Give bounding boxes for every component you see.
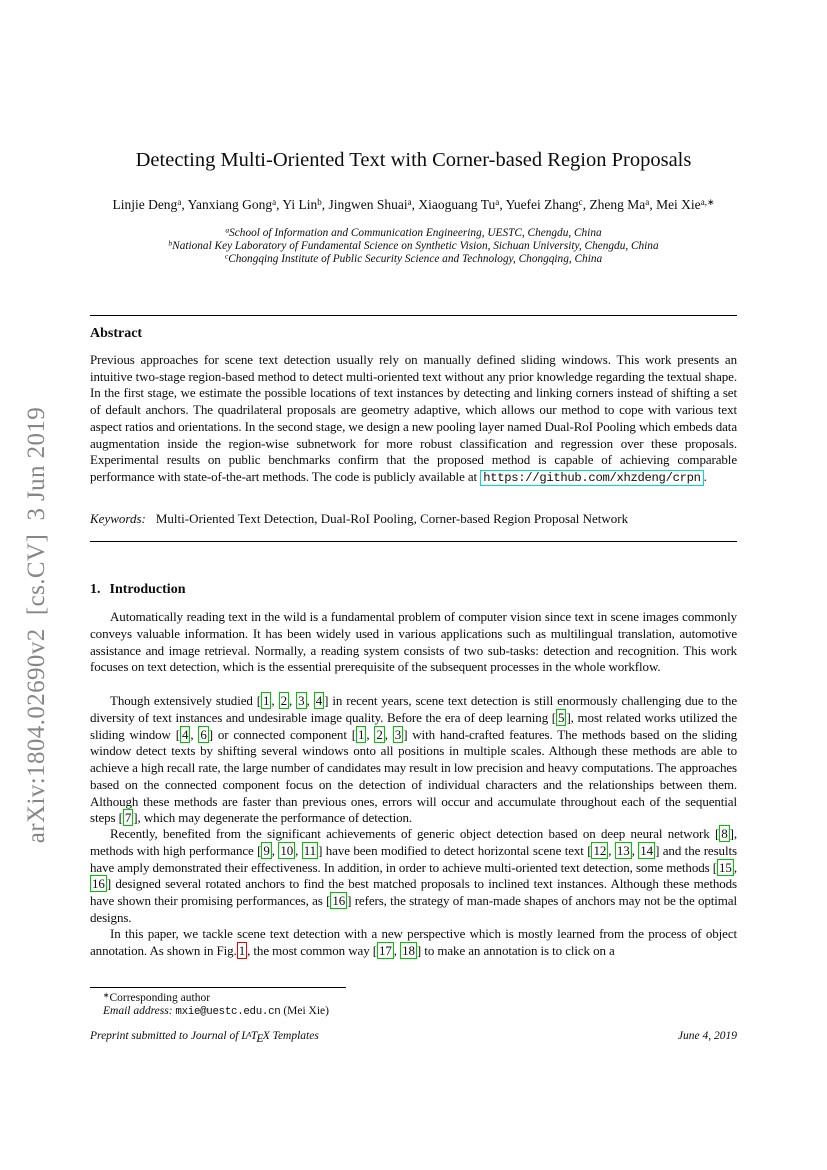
author-name: Zheng Ma: [589, 197, 646, 212]
author-name: Mei Xie: [656, 197, 701, 212]
abstract-top-rule: [90, 315, 737, 316]
intro-paragraph-3: Recently, benefited from the significant achievements of generic object detection based on deep neural network [ 8 ], methods with high performance [ 9 , 10 , 11 ] have been modified to detect horizontal scene text [ 12 , 13 , 14 ] and the results have amply demonstrated their effectiveness. In addition, in order to achieve multi-oriented text detection, some methods [ 15 , 16 ] designed several rotated anchors to find the best matched proposals to inclined text instances. Although these methods have shown their promising performances, as [ 16 ] refers, the strategy of man-made shapes of anchors may not be the optimal designs.: [90, 826, 737, 925]
latex-logo: LATEX: [241, 1030, 270, 1045]
superscript-marker: ∗: [103, 990, 110, 1000]
citation-link[interactable]: 1: [357, 726, 365, 742]
footer-date: June 4, 2019: [677, 1030, 737, 1042]
citation-link[interactable]: 5: [558, 709, 565, 725]
author-name: Jingwen Shuai: [328, 197, 408, 212]
preprint-footer-note: Preprint submitted to Journal of LATEX Templates: [90, 1030, 319, 1045]
citation-link[interactable]: 17: [378, 942, 392, 958]
keywords-text: Multi-Oriented Text Detection, Dual-RoI Pooling, Corner-based Region Proposal Network: [155, 511, 629, 526]
footnote-rule: [90, 987, 346, 988]
author-name: Yanxiang Gong: [187, 197, 273, 212]
citation-link[interactable]: 3: [394, 726, 402, 742]
citation-link[interactable]: 7: [124, 810, 132, 826]
arxiv-watermark: arXiv:1804.02690v2 [cs.CV] 3 Jun 2019: [23, 406, 50, 844]
author-affiliation-marker: c: [578, 196, 583, 207]
citation-link[interactable]: 13: [616, 842, 630, 858]
abstract-text: Previous approaches for scene text detection usually rely on manually defined sliding windows. This work presents an intuitive two-stage region-based method to detect multi-oriented text without any prior knowledge regarding the textual shape. In the first stage, we estimate the possible locations of text instances by detecting and linking corners instead of shifting a set of default anchors. The quadrilateral proposals are geometry adaptive, which allows our method to cope with various text aspect ratios and orientations. In the second stage, we design a new pooling layer named Dual-RoI Pooling which embeds data augmentation inside the region-wise subnetwork for more robust classification and regression over these proposals. Experimental results on public benchmarks confirm that the proposed method is capable of achieving comparable performance with state-of-the-art methods. The code is publicly available at https://github.com/xhzdeng/crpn .: [90, 352, 737, 485]
citation-link[interactable]: 2: [376, 726, 383, 742]
keywords-line: [90, 511, 737, 527]
affiliation-marker: c: [224, 252, 229, 261]
author-name: Yi Lin: [282, 197, 318, 212]
citation-link[interactable]: 8: [721, 826, 728, 841]
author-affiliation-marker: a: [495, 196, 500, 207]
affiliation: $^c$Chongqing Institute of Public Security Science and Technology, Chongqing, China: [224, 252, 603, 266]
author-affiliation-marker: a: [177, 196, 182, 207]
author-affiliation-marker: a: [272, 196, 277, 207]
author-affiliation-marker: a,∗: [700, 196, 715, 207]
author-line: Linjie Deng$^a$, Yanxiang Gong$^a$, Yi Lin$^b$, Jingwen Shuai$^a$, Xiaoguang Tu$^a$, Yuefei Zhang$^c$, Zheng Ma$^a$, Mei Xie$^{a,∗}$: [112, 196, 715, 212]
citation-link[interactable]: 16: [332, 893, 346, 908]
citation-link[interactable]: 9: [263, 842, 270, 858]
abstract-bottom-rule: [90, 541, 737, 542]
intro-paragraph-2: Though extensively studied [ 1 , 2 , 3 , 4 ] in recent years, scene text detection is still enormously challenging due to the diversity of text instances and undesirable image quality. Before the era of deep learning [ 5 ], most related works utilized the sliding window [ 4 , 6 ] or connected component [ 1 , 2 , 3 ] with hand-crafted features. The methods based on the sliding window detect texts by shifting several windows onto all positions in multiple scales. Although these methods are able to achieve a high recall rate, the large number of candidates may result in low precision and heavy computations. The approaches based on the connected component focus on the detection of individual characters and the relationships between them. Although these methods are faster than previous ones, errors will occur and accumulate throughout each of the sequential steps [ 7 ], which may degenerate the performance of detection.: [90, 693, 738, 826]
affiliation-list: [90, 227, 737, 267]
section-number: 1.: [90, 582, 101, 597]
citation-link[interactable]: 1: [263, 693, 270, 708]
citation-link[interactable]: 4: [181, 726, 189, 742]
author-affiliation-marker: a: [407, 196, 412, 207]
intro-paragraph-4: In this paper, we tackle scene text detection with a new perspective which is mostly learned from the process of object annotation. As shown in Fig. 1 , the most common way [ 17 , 18 ] to make an annotation is to click on a: [90, 926, 737, 958]
citation-link[interactable]: 6: [200, 726, 207, 742]
citation-link[interactable]: 10: [280, 842, 294, 858]
citation-link[interactable]: 14: [640, 842, 654, 858]
citation-link[interactable]: 11: [303, 842, 317, 858]
code-repository-link[interactable]: https://github.com/xhzdeng/crpn: [480, 470, 703, 486]
author-affiliation-marker: a: [645, 196, 650, 207]
citation-link[interactable]: 12: [593, 842, 607, 858]
italic-text: Email address:: [103, 1005, 176, 1017]
figure-link[interactable]: 1: [238, 942, 246, 958]
affiliation-marker: b: [168, 238, 173, 248]
email-address: mxie@uestc.edu.cn: [175, 1006, 281, 1018]
email-note: Email address: mxie@uestc.edu.cn (Mei Xie): [103, 1005, 329, 1018]
section-title: Introduction: [109, 582, 186, 597]
citation-link[interactable]: 18: [402, 942, 415, 958]
affiliation-marker: a: [225, 225, 230, 235]
corresponding-author-note: ∗Corresponding author: [103, 990, 211, 1004]
section-heading-introduction: [90, 582, 737, 598]
author-affiliation-marker: b: [317, 196, 322, 207]
intro-paragraph-1: Automatically reading text in the wild is a fundamental problem of computer vision since text in scene images commonly conveys valuable information. It has been widely used in various applications such as multilingual translation, automotive assistance and image retrieval. Normally, a reading system consists of two sub-tasks: detection and recognition. This work focuses on text detection, which is the essential prerequisite of the subsequent processes in the whole workflow.: [90, 609, 737, 675]
affiliation: $^a$School of Information and Communication Engineering, UESTC, Chengdu, China: [225, 225, 602, 239]
abstract-heading: Abstract: [90, 326, 143, 341]
citation-link[interactable]: 3: [298, 693, 305, 708]
keywords-label: Keywords:: [90, 511, 146, 526]
citation-link[interactable]: 4: [315, 693, 323, 708]
author-name: Xiaoguang Tu: [418, 197, 496, 212]
citation-link[interactable]: 2: [280, 693, 287, 708]
citation-link[interactable]: 15: [719, 859, 732, 875]
affiliation: $^b$National Key Laboratory of Fundamental Science on Synthetic Vision, Sichuan University, Chengdu, China: [168, 238, 659, 253]
author-name: Yuefei Zhang: [505, 197, 579, 212]
paper-title: Detecting Multi-Oriented Text with Corner-based Region Proposals: [135, 149, 692, 171]
author-name: Linjie Deng: [112, 197, 178, 212]
citation-link[interactable]: 16: [92, 876, 105, 892]
